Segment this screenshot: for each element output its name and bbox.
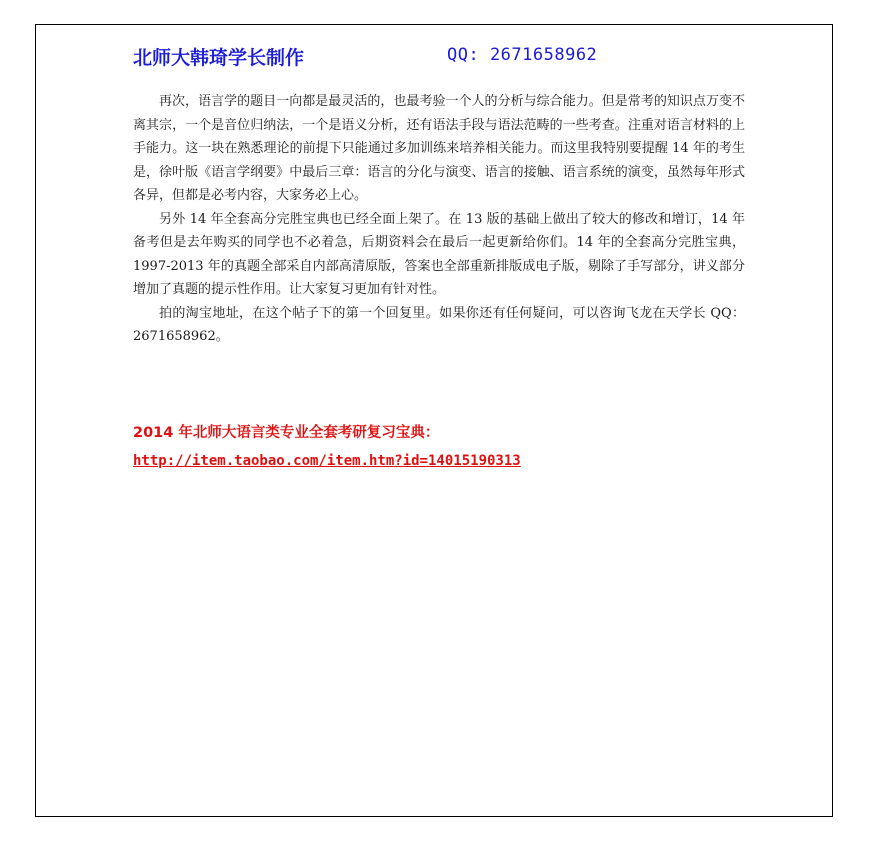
promo-heading: 2014 年北师大语言类专业全套考研复习宝典： [133, 425, 440, 441]
page-header [133, 43, 733, 67]
header-qq: QQ: 2671658962 [447, 45, 598, 65]
header-title: 北师大韩琦学长制作 [133, 47, 305, 69]
document-page [35, 24, 833, 817]
body-text [133, 90, 745, 349]
paragraph-1: 再次，语言学的题目一向都是最灵活的，也最考验一个人的分析与综合能力。但是常考的知识点万变不离其宗，一个是音位归纳法，一个是语义分析，还有语法手段与语法范畴的一些考查。注重对语言材料的上手能力。这一块在熟悉理论的前提下只能通过多加训练来培养相关能力。而这里我特别要提醒 14 年的考生是，徐叶版《语言学纲要》中最后三章：语言的分化与演变、语言的接触、语言系统的演变，虽然每年形式各异，但都是必考内容，大家务必上心。 [133, 94, 745, 203]
taobao-link[interactable]: http://item.taobao.com/item.htm?id=14015190313 [133, 453, 521, 469]
paragraph-3: 拍的淘宝地址，在这个帖子下的第一个回复里。如果你还有任何疑问，可以咨询飞龙在天学长 QQ：2671658962。 [133, 305, 745, 344]
paragraph-2: 另外 14 年全套高分完胜宝典也已经全面上架了。在 13 版的基础上做出了较大的修改和增订，14 年备考但是去年购买的同学也不必着急，后期资料会在最后一起更新给你们。14 年的全套高分完胜宝典，1997-2013 年的真题全部采自内部高清原版，答案也全部重新排版成电子版，剔除了手写部分，讲义部分增加了真题的提示性作用。让大家复习更加有针对性。 [133, 211, 745, 297]
